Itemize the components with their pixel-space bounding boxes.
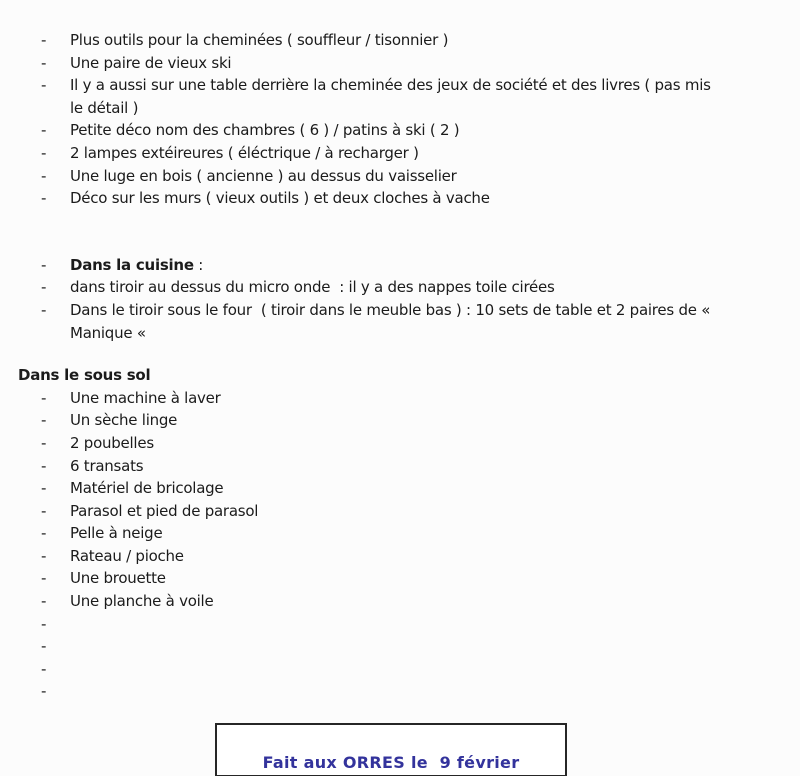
bullet-dash: - xyxy=(41,682,47,701)
line-text: Il y a aussi sur une table derrière la cheminée des jeux de société et des livres ( pas mis xyxy=(70,76,711,95)
list-item xyxy=(0,522,800,545)
bullet-dash: - xyxy=(41,592,47,611)
list-item xyxy=(0,299,800,322)
bullet-dash: - xyxy=(41,479,47,498)
list-item xyxy=(0,635,800,658)
line-text: Une paire de vieux ski xyxy=(70,53,232,72)
list-item xyxy=(0,387,800,410)
bullet-dash: - xyxy=(41,501,47,520)
list-item xyxy=(0,187,800,210)
list-item xyxy=(0,165,800,188)
list-item xyxy=(0,658,800,681)
list-item xyxy=(0,119,800,142)
bullet-dash: - xyxy=(41,411,47,430)
line-text: 2 poubelles xyxy=(70,433,154,452)
bullet-dash-empty xyxy=(41,97,70,120)
bullet-dash: - xyxy=(41,433,47,452)
bullet-dash: - xyxy=(41,456,47,475)
bullet-dash: - xyxy=(41,76,47,95)
list-item xyxy=(0,613,800,636)
bullet-dash: - xyxy=(41,546,47,565)
list-item-continuation xyxy=(0,322,800,345)
bullet-dash: - xyxy=(41,659,47,678)
line-text: Plus outils pour la cheminées ( souffleur / tisonnier ) xyxy=(70,31,449,49)
line-text: Parasol et pied de parasol xyxy=(70,501,259,520)
bullet-dash: - xyxy=(41,166,47,185)
bullet-dash: - xyxy=(41,388,47,407)
bullet-dash: - xyxy=(41,614,47,633)
bullet-dash: - xyxy=(41,255,47,274)
list-item xyxy=(0,567,800,590)
bullet-dash: - xyxy=(41,300,47,319)
section-gap xyxy=(0,210,800,254)
bullet-dash: - xyxy=(41,189,47,208)
bullet-dash: - xyxy=(41,278,47,297)
line-text: Petite déco nom des chambres ( 6 ) / patins à ski ( 2 ) xyxy=(70,121,460,140)
list-item xyxy=(0,590,800,613)
list-item xyxy=(0,74,800,97)
line-text: Pelle à neige xyxy=(70,524,163,543)
line-text: Manique « xyxy=(70,323,146,342)
line-text: Un sèche linge xyxy=(70,411,178,430)
line-text: Dans le tiroir sous le four ( tiroir dans le meuble bas ) : 10 sets de table et 2 paires de « xyxy=(70,300,711,319)
line-text: le détail ) xyxy=(70,98,139,117)
section-heading xyxy=(18,364,800,387)
bullet-dash: - xyxy=(41,143,47,162)
list-item xyxy=(0,52,800,75)
line-text: Une brouette xyxy=(70,569,166,588)
line-text: Déco sur les murs ( vieux outils ) et deux cloches à vache xyxy=(70,189,490,208)
bullet-dash: - xyxy=(41,637,47,656)
footer-stamp-text: Fait aux ORRES le 9 février xyxy=(262,753,520,772)
line-text: Une luge en bois ( ancienne ) au dessus du vaisselier xyxy=(70,166,457,185)
list-item xyxy=(0,254,800,277)
line-text: dans tiroir au dessus du micro onde : il y a des nappes toile cirées xyxy=(70,278,555,297)
plain-text: : xyxy=(193,255,204,274)
bold-text: Dans la cuisine xyxy=(70,255,194,274)
line-text: 2 lampes extéireures ( éléctrique / à recharger ) xyxy=(70,143,419,162)
bullet-dash: - xyxy=(41,53,47,72)
bullet-dash: - xyxy=(41,31,47,49)
bullet-dash-empty xyxy=(41,322,70,345)
line-text: Rateau / pioche xyxy=(70,546,184,565)
line-text: Matériel de bricolage xyxy=(70,479,224,498)
bullet-dash: - xyxy=(41,524,47,543)
bullet-dash: - xyxy=(41,569,47,588)
line-text: Une planche à voile xyxy=(70,592,214,611)
list-item xyxy=(0,432,800,455)
list-item-continuation xyxy=(0,97,800,120)
line-text: Une machine à laver xyxy=(70,388,221,407)
list-item xyxy=(0,409,800,432)
list-item xyxy=(0,276,800,299)
list-item xyxy=(0,477,800,500)
list-item xyxy=(0,29,800,52)
section-gap xyxy=(0,344,800,364)
bullet-dash: - xyxy=(41,121,47,140)
list-item xyxy=(0,500,800,523)
line-text: 6 transats xyxy=(70,456,144,475)
list-item xyxy=(0,680,800,703)
list-item xyxy=(0,455,800,478)
line-text: Dans le sous sol xyxy=(18,366,151,385)
footer-stamp-box xyxy=(215,723,567,776)
list-item xyxy=(0,142,800,165)
line-text xyxy=(70,254,203,277)
list-item xyxy=(0,545,800,568)
